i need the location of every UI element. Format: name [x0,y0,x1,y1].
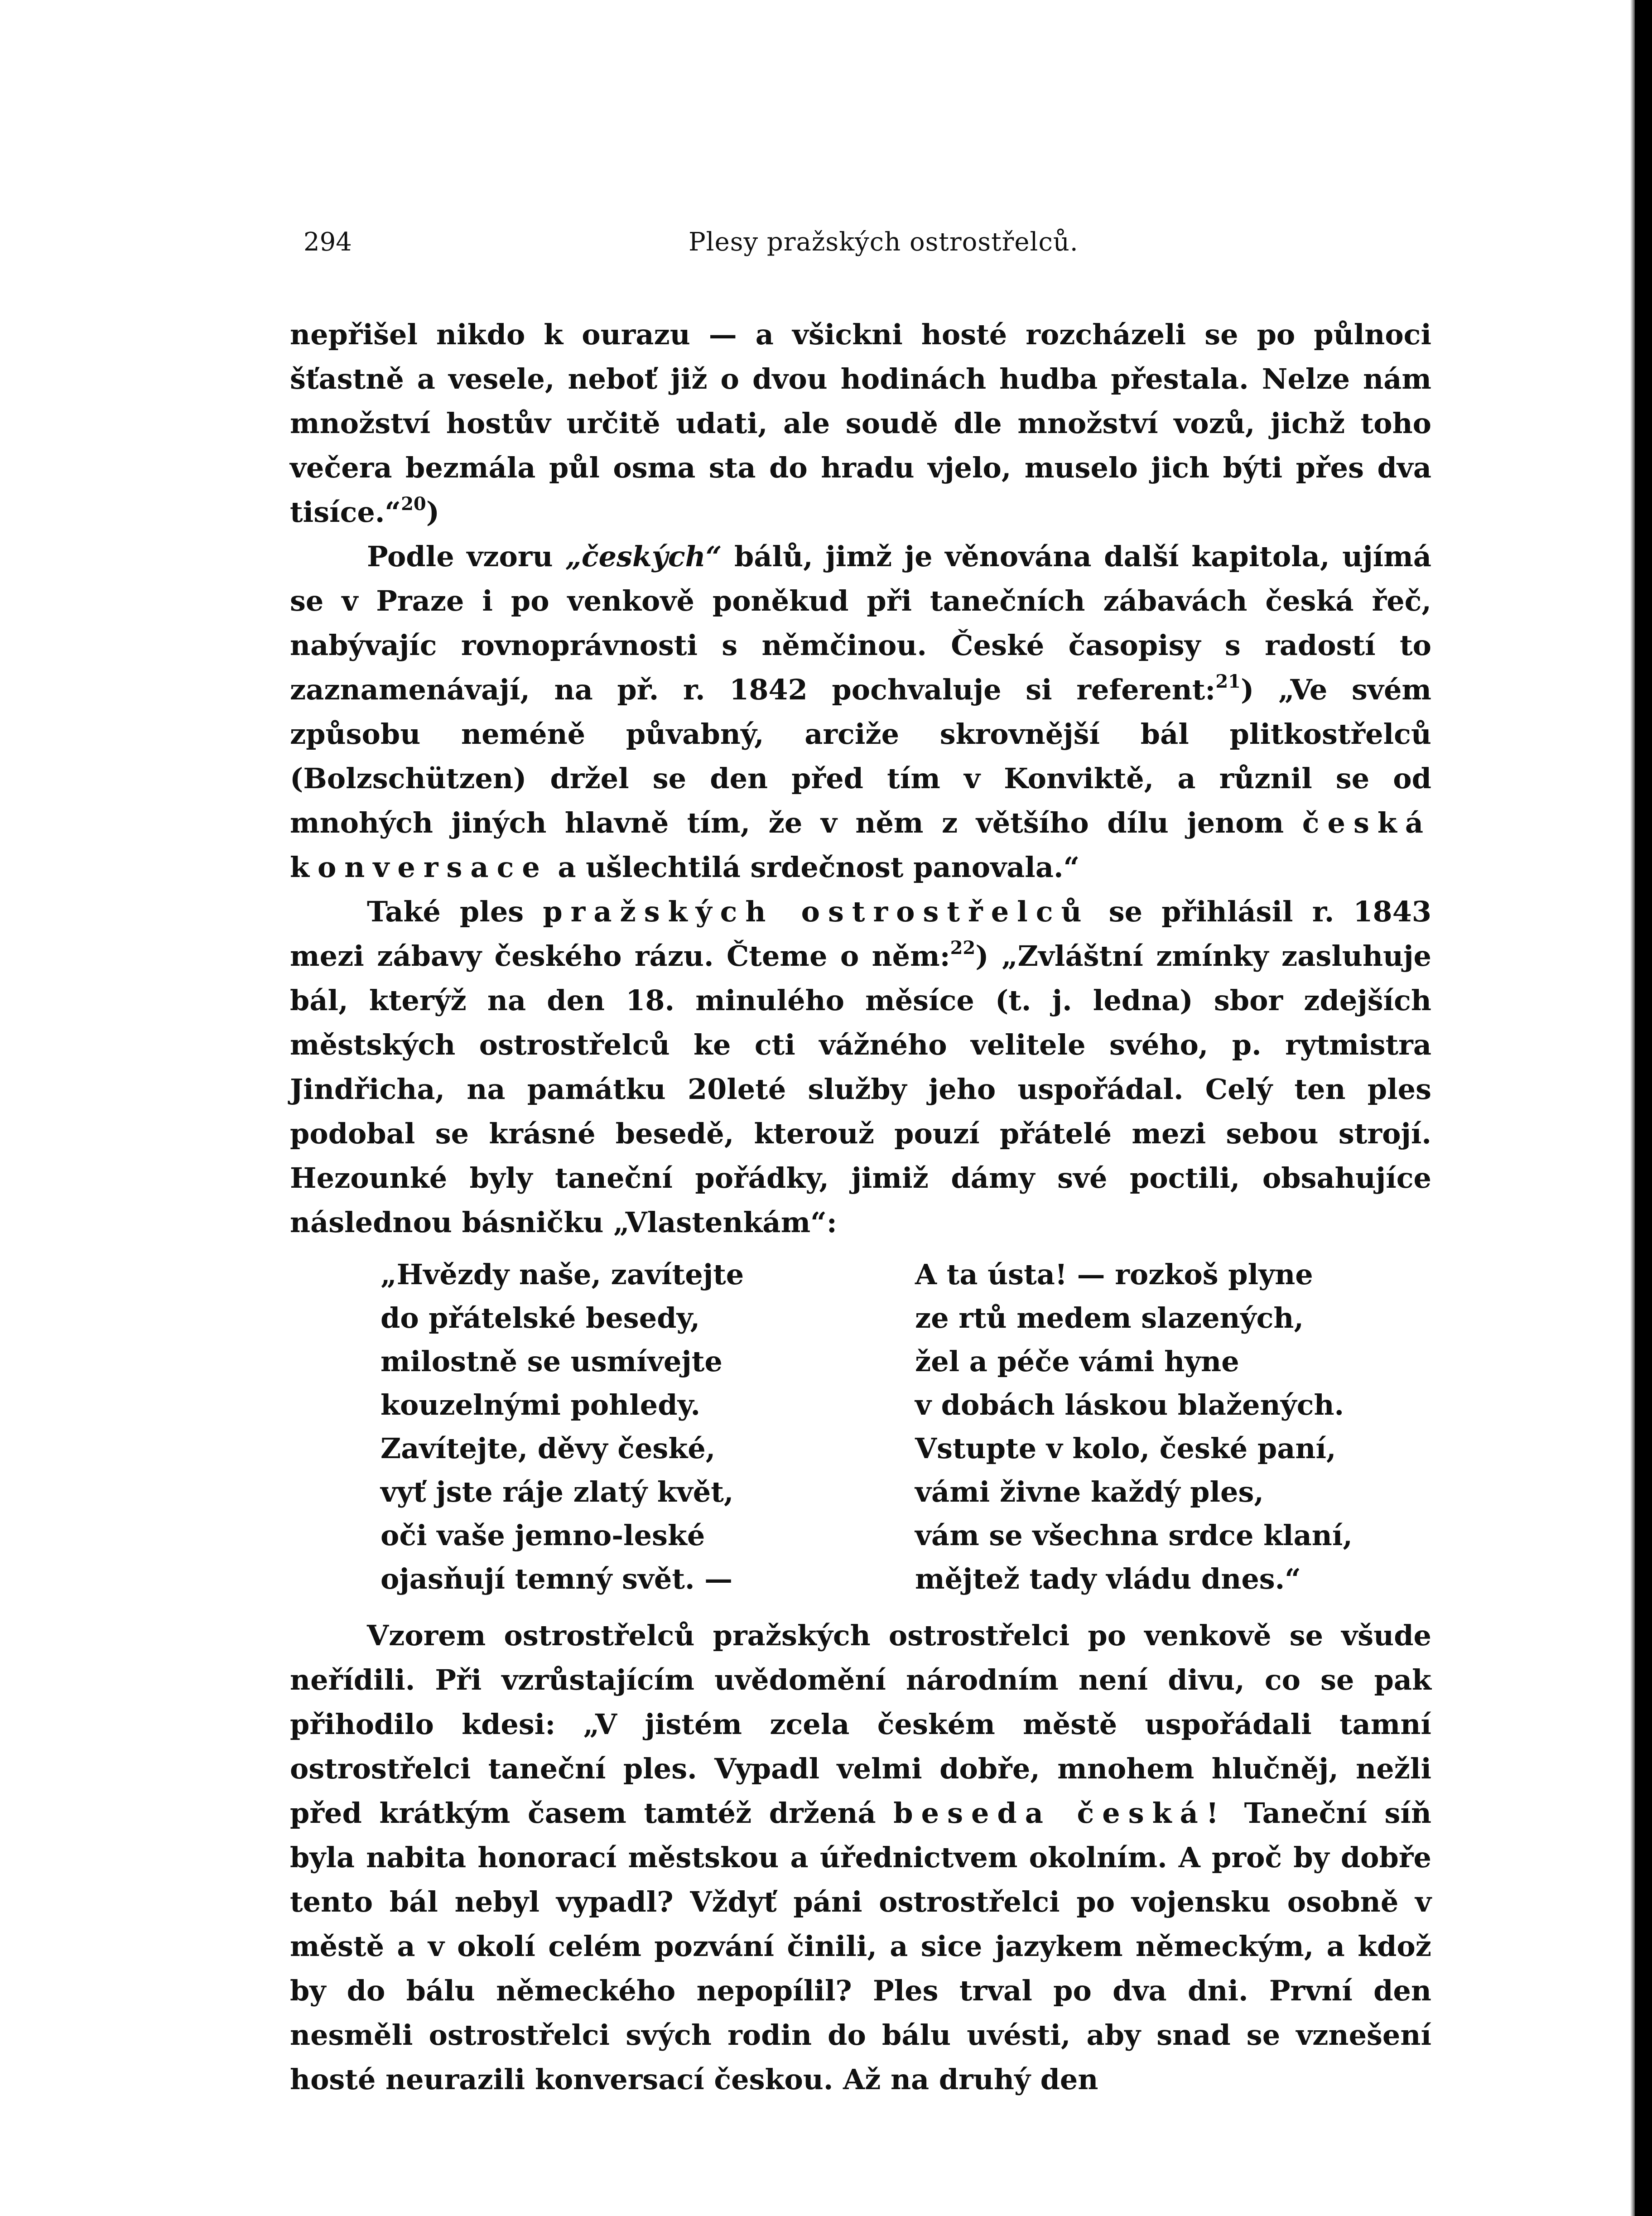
running-title: Plesy pražských ostrostřelců. [689,227,1079,257]
paragraph-2-spaced: česká konversace [290,806,1431,884]
poem-verse: A ta ústa! — rozkoš plyne [915,1258,1313,1291]
poem [380,1253,1477,1601]
scan-edge-shadow [1630,0,1635,2216]
footnote-ref-21: 21 [1215,671,1241,692]
poem-verse: „Hvězdy naše, zavítejte [380,1258,744,1291]
paragraph-2-text-a: Podle vzoru [367,540,566,573]
poem-verse: ze rtů medem slazených, [915,1301,1304,1334]
poem-verse: Zavítejte, děvy české, [380,1432,716,1465]
scan-edge-border [1635,0,1652,2216]
paragraph-1-end: ) [426,496,440,529]
paragraph-3-text-c: ) „Zvláštní zmínky zasluhuje bál, kterýž na den 18. minulého měsíce (t. j. ledna) sbor zdejších městských ostrostřelců ke cti vážného velitele svého, p. rytmistra Jindřicha, na památku 20leté služby jeho uspořádal. Celý ten ples podobal se krásné besedě, kterouž pouzí přátelé mezi sebou strojí. Hezounké byly taneční pořádky, jimiž dámy své poctili, obsahujíce následnou básničku „Vlastenkám“: [290,939,1431,1239]
poem-stanza-left [380,1253,915,1601]
paragraph-4-text-a: Vzorem ostrostřelců pražských ostrostřelci po venkově se všude neřídili. Při vzrůstajícím uvědomění národním není divu, co se pak přihodilo kdesi: „V jistém zcela českém městě uspořádali tamní ostrostřelci taneční ples. Vypadl velmi dobře, mnohem hlučněj, nežli před krátkým časem tamtéž držená [290,1619,1431,1830]
paragraph-4 [290,1614,1431,2102]
body-text [290,313,1431,2102]
poem-verse: vyť jste ráje zlatý květ, [380,1475,734,1508]
footnote-ref-20: 20 [401,493,426,515]
paragraph-2-italic: „českých“ [565,540,722,573]
paragraph-2-text-b: bálů, jimž je věnována další kapitola, ujímá se v Praze i po venkově poněkud při tanečních zábavách česká řeč, nabývajíc rovnoprávnosti s němčinou. České časopisy s radostí to zaznamenávají, na př. r. 1842 pochvaluje si referent: [290,540,1431,706]
paragraph-3 [290,890,1431,1245]
poem-verse: vám se všechna srdce klaní, [915,1519,1353,1552]
poem-verse: do přátelské besedy, [380,1301,700,1334]
poem-verse: oči vaše jemno-leské [380,1519,705,1552]
poem-verse: vámi živne každý ples, [915,1475,1264,1508]
poem-verse: ojasňují temný svět. — [380,1562,733,1595]
paragraph-3-text-a: Také ples [367,895,543,928]
poem-stanza-right [915,1253,1450,1601]
page-number: 294 [303,227,352,257]
poem-verse: žel a péče vámi hyne [915,1345,1239,1378]
paragraph-2 [290,535,1431,890]
paragraph-4-spaced: beseda česká! [893,1797,1227,1830]
paragraph-2-text-c: ) „Ve svém způsobu neméně půvabný, arciže skrovnější bál plitkostřelců (Bolzschützen) držel se den před tím v Konviktě, a různil se od mnohých jiných hlavně tím, že v něm z většího dílu jenom [290,673,1431,839]
footnote-ref-22: 22 [950,937,976,959]
poem-verse: kouzelnými pohledy. [380,1388,701,1421]
paragraph-3-spaced: pražských ostrostřelců [543,895,1090,928]
poem-verse: milostně se usmívejte [380,1345,722,1378]
poem-verse: Vstupte v kolo, české paní, [915,1432,1336,1465]
paragraph-1-text: nepřišel nikdo k ourazu — a všickni hosté rozcházeli se po půlnoci šťastně a vesele, neboť již o dvou hodinách hudba přestala. Nelze nám množství hostův určitě udati, ale soudě dle množství vozů, jichž toho večera bezmála půl osma sta do hradu vjelo, muselo jich býti přes dva tisíce.“ [290,318,1431,529]
paragraph-2-text-d: a ušlechtilá srdečnost panovala.“ [548,851,1080,884]
paragraph-4-text-b: Taneční síň byla nabita honorací městskou a úřednictvem okolním. A proč by dobře tento bál nebyl vypadl? Vždyť páni ostrostřelci po vojensku osobně v městě a v okolí celém pozvání činili, a sice jazykem německým, a kdož by do bálu německého nepopílil? Ples trval po dva dni. První den nesměli ostrostřelci svých rodin do bálu uvésti, aby snad se vznešení hosté neurazili konversací českou. Až na druhý den [290,1797,1431,2096]
paragraph-3-text-b: se přihlásil r. 1843 mezi zábavy českého rázu. Čteme o něm: [290,895,1431,973]
paragraph-1 [290,313,1431,535]
poem-verse: mějtež tady vládu dnes.“ [915,1562,1301,1595]
poem-verse: v dobách láskou blažených. [915,1388,1344,1421]
page-header [303,224,1436,265]
